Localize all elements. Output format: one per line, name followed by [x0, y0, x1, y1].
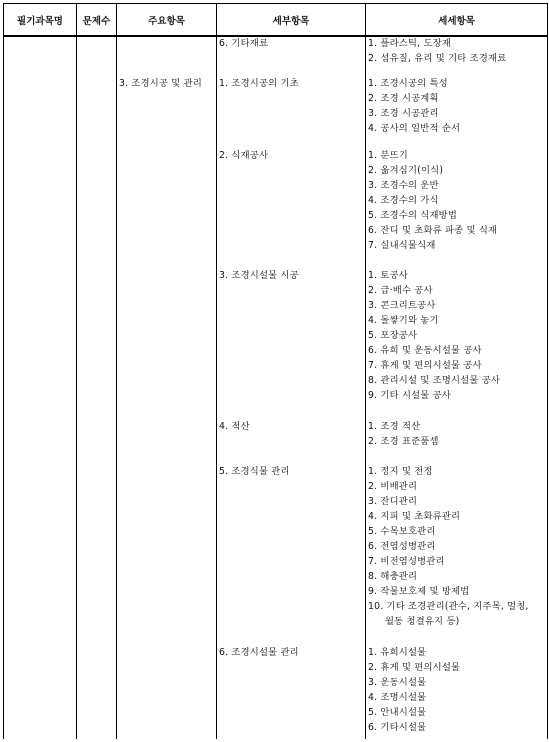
detail-line: 3. 잔디관리: [368, 496, 418, 507]
header-question-count: 문제수: [77, 4, 117, 37]
sub-item-cell: [217, 36, 366, 739]
detail-line: 4. 조명시설물: [368, 692, 427, 703]
main-item-cell: [117, 36, 217, 739]
sub-item: 4. 적산: [219, 421, 250, 432]
detail-line: 5. 안내시설물: [368, 707, 427, 718]
detail-line: 10. 기타 조경관리(관수, 지주목, 멀칭,: [368, 601, 529, 612]
detail-line: 9. 기타 시설물 공사: [368, 390, 452, 401]
header-detail-item: 세세항목: [366, 4, 548, 37]
detail-line: 2. 조경 표준품셈: [368, 436, 439, 447]
detail-line: 2. 급·배수 공사: [368, 285, 433, 296]
detail-line: 3. 운동시설물: [368, 677, 427, 688]
detail-line: 6. 잔디 및 초화류 파종 및 식재: [368, 225, 498, 236]
header-row: [4, 4, 548, 37]
detail-line: 7. 비전염성병관리: [368, 556, 445, 567]
detail-line: 4. 공사의 일반적 순서: [368, 123, 461, 134]
detail-line: 2. 옮겨심기(이식): [368, 165, 444, 176]
header-sub-item: 세부항목: [217, 4, 366, 37]
detail-line: 6. 전염성병관리: [368, 541, 436, 552]
sub-item: 6. 조경시설물 관리: [219, 647, 299, 658]
detail-line: 1. 정지 및 전정: [368, 466, 433, 477]
detail-line: 3. 조경 시공관리: [368, 108, 439, 119]
sub-item: 2. 식재공사: [219, 150, 269, 161]
sub-item: 5. 조경식물 관리: [219, 466, 290, 477]
content-row: [4, 36, 548, 739]
detail-line: 5. 포장공사: [368, 330, 418, 341]
question-count-cell: [77, 36, 117, 739]
detail-line: 1. 유희시설물: [368, 647, 427, 658]
detail-line: 1. 분뜨기: [368, 150, 408, 161]
detail-line: 9. 작물보호제 및 방제법: [368, 586, 470, 597]
detail-line: 1. 조경시공의 특성: [368, 78, 448, 89]
detail-line: 1. 조경 적산: [368, 421, 421, 432]
sub-item: 1. 조경시공의 기초: [219, 78, 299, 89]
detail-line: 8. 관리시설 및 조명시설물 공사: [368, 375, 501, 386]
detail-line: 6. 기타시설물: [368, 722, 427, 733]
detail-line: 3. 조경수의 운반: [368, 180, 439, 191]
detail-line: 5. 조경수의 식재방법: [368, 210, 458, 221]
detail-line: 1. 토공사: [368, 270, 408, 281]
detail-line: 7. 휴게 및 편의시설물 공사: [368, 360, 482, 371]
detail-line: 2. 섬유질, 유리 및 기타 조경재료: [368, 53, 507, 64]
detail-line: 8. 해충관리: [368, 571, 418, 582]
header-subject: 필기과목명: [4, 4, 77, 37]
detail-item-cell: [366, 36, 548, 739]
header-main-item: 주요항목: [117, 4, 217, 37]
detail-line: 1. 플라스틱, 도장재: [368, 38, 452, 49]
subject-cell: [4, 36, 77, 739]
detail-line: 2. 조경 시공계획: [368, 93, 439, 104]
detail-line: 4. 조경수의 가식: [368, 195, 439, 206]
detail-line: 월동 청결유지 등): [385, 616, 460, 627]
detail-line: 2. 휴게 및 편의시설물: [368, 662, 461, 673]
detail-line: 7. 실내식물식재: [368, 240, 436, 251]
detail-line: 4. 지피 및 초화류관리: [368, 511, 461, 522]
detail-line: 5. 수목보호관리: [368, 526, 436, 537]
sub-item: 3. 조경시설물 시공: [219, 270, 299, 281]
detail-line: 6. 유희 및 운동시설물 공사: [368, 345, 482, 356]
detail-line: 3. 콘크리트공사: [368, 300, 436, 311]
detail-line: 4. 돌쌓기와 놓기: [368, 315, 439, 326]
detail-line: 2. 비배관리: [368, 481, 418, 492]
exam-outline-table: [3, 3, 548, 739]
main-item: 3. 조경시공 및 관리: [119, 78, 203, 89]
sub-item: 6. 기타재료: [219, 38, 269, 49]
